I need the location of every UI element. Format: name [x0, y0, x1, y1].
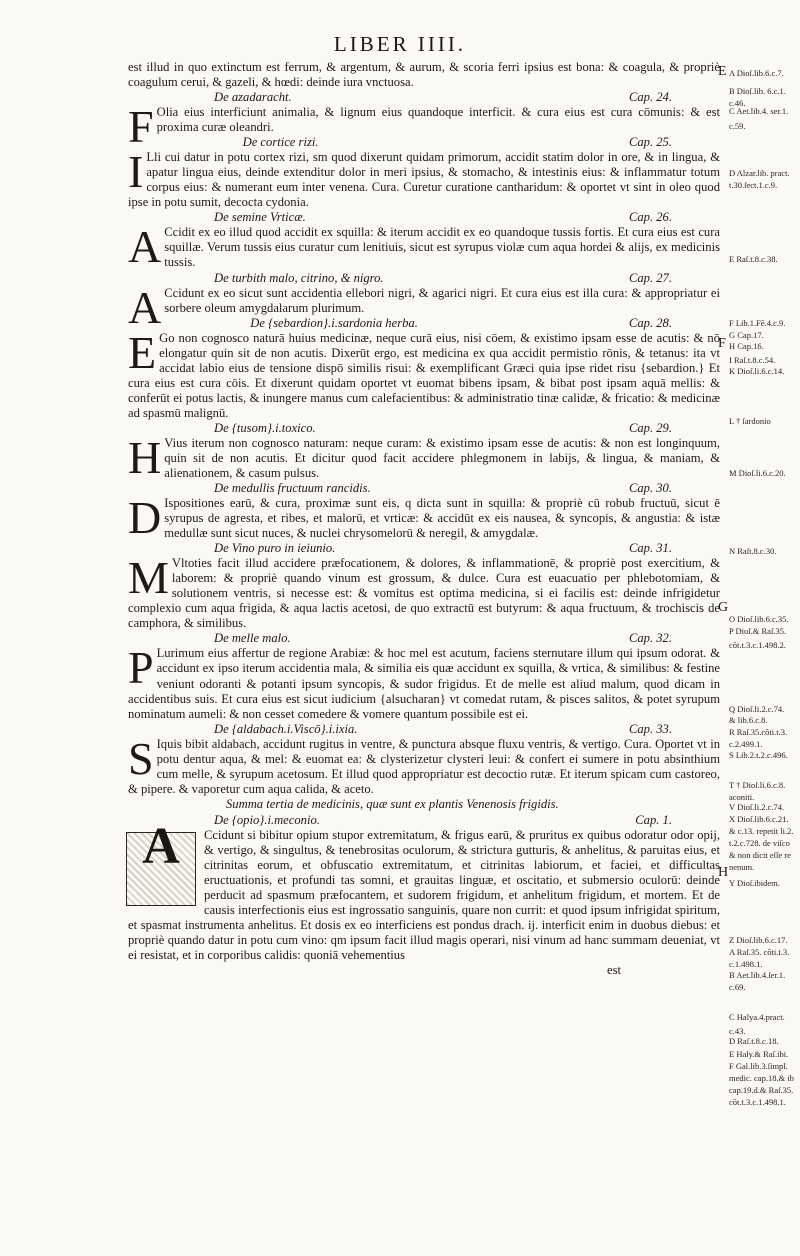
chapter-number: Cap. 28. — [628, 315, 672, 330]
chapter-title: De {sebardion}.i.sardonia herba. — [250, 315, 418, 330]
paragraph-text: Iquis bibit aldabach, accidunt rugitus in ventre, & punctura absque fluxu ventris, & vertigo. Cura. Oportet vt in potu dentur aqua, & mel: & euomat ea: & clysterizetur clysteri leui: & confert ei sumere in potu absinthium cum melle, & syrupum acetosum. Et illud quod appropriatur est decoctio rutæ. Et iterum spicam cum castoreo, & pipere. & vaporetur cum aqua calida, & aceto. — [128, 736, 720, 796]
side-note: & non dicit eſſe re — [729, 850, 791, 860]
side-note: t.30.ſect.1.c.9. — [729, 180, 778, 190]
paragraph-text: Lli cui datur in potu cortex rizi, sm quod dixerunt quidam primorum, accidit statim dolor in ore, & in lingua, & apatur lingua eius, deinde extenditur dolor in meri ipsius, & stomacho, & intestinis eius: & inflammatur totum corpus eius: & numerant eum inter venena. Cura. Curetur curatione cantharidum: & oportet vt sint in oleo quod ipse in potu sumit, decocta cydonia. — [128, 150, 720, 210]
margin-letter: H — [718, 865, 729, 880]
side-note: F Gal.lib.3.ſimpl. — [729, 1061, 788, 1071]
paragraph-text: Go non cognosco naturā huius medicinæ, neque curā eius, nisi cōem, & existimo ipsam esse de acutis: & nō elongatur quin sit de non acutis. Dixerūt ergo, est medicina ex qua accidit permistio rōnis, & tetanus: ita vt accidat labio eius de tensione dispō similis risui: & exemplificant Græci quia ipse ridet risu {sebardion.} Et cura eius est cura cōis. Et dixerunt quidam oportet vt euomat bibens ipsam, & bibat post ipsam aquā mellis: & conferūt ei potus lactis, & inungere manus cum calefacientibus: & administratio tinæ calidæ, & fricatio: & medicinæ ad spasmū malignū. — [128, 330, 720, 420]
side-note: T † Dioſ.li.6.c.8. — [729, 780, 786, 790]
chapter-number: Cap. 27. — [628, 270, 672, 285]
side-note: P Dioſ.& Raſ.35. — [729, 626, 787, 636]
side-note: C Halya.4.pract. — [729, 1012, 785, 1022]
margin-letter: E — [718, 64, 727, 79]
paragraph-text: Lurimum eius affertur de regione Arabiæ: & hoc mel est acutum, faciens sternutare illum qui ipsum odorat. & accidunt ex ipso iterum accidentia mala, & similia eis quæ accidunt ex squilla, & vrtica, & similibus: & festine veniunt odoranti & potanti ipsum syncopis, & sudor frigidus. Et de melle est aliud malum, quod dicam in accidentibus suis. Et cura eius est sicut iudicium {alsucharan} vt comedat rutam, & pisces salitos, & potet syrupum nominatum aumeli: & non cesset comedere & vomere quantum possibile est ei. — [128, 646, 720, 721]
chapter-number: Cap. 32. — [628, 631, 672, 646]
chapter-heading — [157, 135, 720, 150]
chapter-number: Cap. 24. — [628, 90, 672, 105]
chapter-title: De medullis fructuum rancidis. — [214, 481, 371, 496]
side-note: medic. cap.18.& ib — [729, 1073, 794, 1083]
drop-cap: F — [128, 101, 154, 153]
side-note: & c.13. repetit li.2. — [729, 826, 794, 836]
chapter-number: Cap. 30. — [628, 481, 672, 496]
side-note: c.46. — [729, 98, 746, 108]
section-heading — [128, 797, 720, 813]
side-note: Q Dioſ.li.2.c.74. — [729, 704, 785, 714]
side-note: H Cap.16. — [729, 341, 764, 351]
side-note: Z Dioſ.lib.6.c.17. — [729, 935, 788, 945]
side-note: D Alzar.lib. pract. — [729, 168, 790, 178]
paragraph-text: Vius iterum non cognosco naturam: neque curam: & existimo ipsam esse de acutis: & non est longinquum, quin sit de non acutis. Et dicitur quod facit accidere phlegmonem in labijs, & lingua, & maniam, & alienationem, & casum pulsus. — [164, 435, 720, 480]
side-note: cōt.t.3.c.1.498.2. — [729, 640, 786, 650]
side-note: & lib.6.c.8. — [729, 715, 768, 725]
side-note: R Raſ.35.cōti.t.3. — [729, 727, 788, 737]
drop-cap: A — [128, 221, 162, 273]
text-column — [128, 60, 720, 978]
side-note: O Dioſ.lib.6.c.35. — [729, 614, 789, 624]
paragraph-text: est illud in quo extinctum est ferrum, & argentum, & aurum, & scoria ferri ipsius est bona: & coagula, & propriè coagulum cerui, & gazeli, & hœdi: deinde iura vnctuosa. — [128, 60, 720, 90]
side-note: C Aet.lib.4. ser.1. — [729, 106, 789, 116]
paragraph — [128, 431, 720, 483]
paragraph — [128, 326, 720, 421]
paragraph-text: Ispositiones earū, & cura, proximæ sunt eis, q dicta sunt in squilla: & propriè cū robub fructuū, sicut ē syrupus de agresta, et ribes, et malorū, et vrticæ: & accidūt ex eis nausea, & syncopis, & angustia: & istæ medullæ sunt sicut nuces, & nuclei chrysomelorū & neregil, & amygdalæ. — [164, 496, 720, 541]
paragraph-text: est — [607, 963, 621, 978]
running-head: LIBER IIII. — [333, 32, 467, 56]
paragraph — [128, 492, 720, 544]
paragraph — [128, 146, 720, 210]
paragraph-text: Summa tertia de medicinis, quæ sunt ex plantis Venenosis frigidis. — [226, 796, 559, 811]
paragraph-text: Ccidunt si bibitur opium stupor extremitatum, & frigus earū, & pruritus ex quibus odoratur odor opij, & vertigo, & singultus, & tenebrositas oculorum, & strictura gutturis, & anhelitus, & paruitas eius, et citrinitas eorum, et obfuscatio extremitatum, et citrinitas labiorum, et faciei, et difficultas eructuationis, et profundi tas somni, et grauitas linguæ, et oscitatio, et submersio oculorū: deinde perducit ad spasmum præfocantem, et sudorem frigidum, et anhelitum frigidum, et mortem. Et de causis interfectionis eius est ingrossatio sanguinis, quare non currit: et quod ipsum infrigidat spiritum, et spasmat instrumenta anhelitus. Et dosis ex eo interficiens est pondus drach. ij. interficit enim in duobus diebus: et propriè quando datur in potu cum vino: qm ipsum facit illud magis operari, nisi vinum ad hanc summam deueniat, vt ei resistat, et in corporibus calidis: quoniā vehementius — [128, 827, 720, 963]
chapter-number: Cap. 33. — [628, 721, 672, 736]
paragraph-text: Olia eius interficiunt animalia, & lignum eius quandoque interficit. & cura eius est cura cōmunis: & est proxima curæ oleandri. — [156, 105, 720, 135]
drop-cap: D — [128, 492, 162, 544]
chapter-title: De Vino puro in ieiunio. — [214, 541, 336, 556]
side-note: F Lib.1.Fē.4.c.9. — [729, 318, 786, 328]
catchword — [128, 963, 720, 978]
side-note: Y Dioſ.ibidem. — [729, 878, 780, 888]
margin-letter: G — [718, 600, 729, 615]
side-note: c.2.499.1. — [729, 739, 763, 749]
side-note: t.2.c.728. de viſco — [729, 838, 790, 848]
side-note: aconiti. — [729, 792, 755, 802]
chapter-heading — [128, 210, 720, 225]
side-note: c.1.498.1. — [729, 959, 763, 969]
side-note: E Raſ.t.8.c.38. — [729, 254, 778, 264]
chapter-title: De {aldabach.i.Viscō}.i.ixia. — [214, 721, 358, 736]
drop-cap: A — [128, 281, 162, 333]
paragraph-text: Ccidit ex eo illud quod accidit ex squilla: & iterum accidit ex eo quandoque tussis fortis. Et cura eius est cura squillæ. Verum tussis eius curatur cum lenitiuis, sicut est syrupus violæ cum aqua hordei & alijs, ex medicinis tussis. — [164, 225, 720, 270]
side-note: c.43. — [729, 1026, 746, 1036]
chapter-heading — [164, 316, 720, 331]
chapter-title: De cortice rizi. — [242, 135, 319, 150]
chapter-number: Cap. 25. — [628, 135, 672, 150]
side-note: cap.19.d.& Raſ.35. — [729, 1085, 794, 1095]
paragraph-text: Vltoties facit illud accidere præfocationem, & dolores, & inflammationē, & propriè post exercitium, & laborem: & propriè quando vinum est grossum, & dulce. Cura est euacuatio per phlebotomiam, & solutionem ventris, si necesse est: & vomitus est optima medicina, si ei facilis est: deinde infrigidetur complexio cum aqua frigida, & aqua lactis acetosi, de quo extractū est butyrum: & aqua fructuum, & trochiscis de camphora, & similibus. — [128, 556, 720, 631]
paragraph — [128, 642, 720, 721]
side-note: A Raſ.35. cōti.t.3. — [729, 947, 790, 957]
drop-cap: M — [128, 552, 169, 604]
drop-cap: H — [128, 431, 162, 483]
chapter-title: De melle malo. — [214, 631, 291, 646]
paragraph — [128, 552, 720, 631]
chapter-number: Cap. 31. — [628, 541, 672, 556]
chapter-heading — [128, 271, 720, 286]
drop-cap: I — [128, 146, 144, 198]
chapter-title: De {opio}.i.meconio. — [214, 812, 320, 827]
side-note: B Aet.lib.4.ſer.1. — [729, 970, 786, 980]
chapter-heading — [128, 631, 720, 646]
paragraph-text: Ccidunt ex eo sicut sunt accidentia ellebori nigri, & agarici nigri. Et cura eius est illa cura: & appropriatur ei sorbere oleum amygdalarum plurimum. — [164, 285, 720, 315]
side-note: B Dioſ.lib. 6.c.1. — [729, 86, 786, 96]
chapter-title: De {tusom}.i.toxico. — [214, 420, 316, 435]
chapter-heading — [128, 481, 720, 496]
side-note: c.59. — [729, 121, 746, 131]
chapter-number: Cap. 26. — [628, 210, 672, 225]
drop-cap: A — [126, 832, 196, 906]
chapter-title: De turbith malo, citrino, & nigro. — [214, 270, 384, 285]
side-note: S Lib.2.t.2.c.496. — [729, 750, 788, 760]
side-note: X Dioſ.lib.6.c.21. — [729, 814, 789, 824]
chapter-heading — [128, 541, 720, 556]
paragraph — [128, 60, 720, 90]
paragraph — [128, 221, 720, 273]
side-note: D Raſ.t.8.c.18. — [729, 1036, 779, 1046]
side-note: M Dioſ.li.6.c.20. — [729, 468, 786, 478]
chapter-title: De semine Vrticæ. — [214, 210, 306, 225]
side-note: K Dioſ.li.6.c.14. — [729, 366, 785, 376]
side-note: nenum. — [729, 862, 755, 872]
chapter-heading — [128, 813, 720, 828]
chapter-title: De azadaracht. — [214, 90, 292, 105]
side-note: I Raſ.t.8.c.54. — [729, 355, 776, 365]
chapter-number: Cap. 29. — [628, 420, 672, 435]
paragraph — [128, 732, 720, 797]
margin-letter: F — [718, 336, 726, 351]
drop-cap: E — [128, 326, 157, 378]
chapter-heading — [128, 722, 720, 737]
side-note: L † ſardonio — [729, 416, 771, 426]
side-note: V Dioſ.li.2.c.74. — [729, 802, 785, 812]
chapter-number: Cap. 1. — [635, 812, 672, 827]
chapter-heading — [128, 421, 720, 436]
side-note: E Haly.& Raſ.ibi. — [729, 1049, 789, 1059]
drop-cap: S — [128, 732, 154, 784]
side-note: cōt.t.3.c.1.498.1. — [729, 1097, 786, 1107]
chapter-heading — [128, 90, 720, 105]
side-note: c.69. — [729, 982, 746, 992]
side-note: A Dioſ.lib.6.c.7. — [729, 68, 784, 78]
side-note: N Raſt.8.c.30. — [729, 546, 777, 556]
drop-cap: P — [128, 642, 154, 694]
side-note: G Cap.17. — [729, 330, 764, 340]
